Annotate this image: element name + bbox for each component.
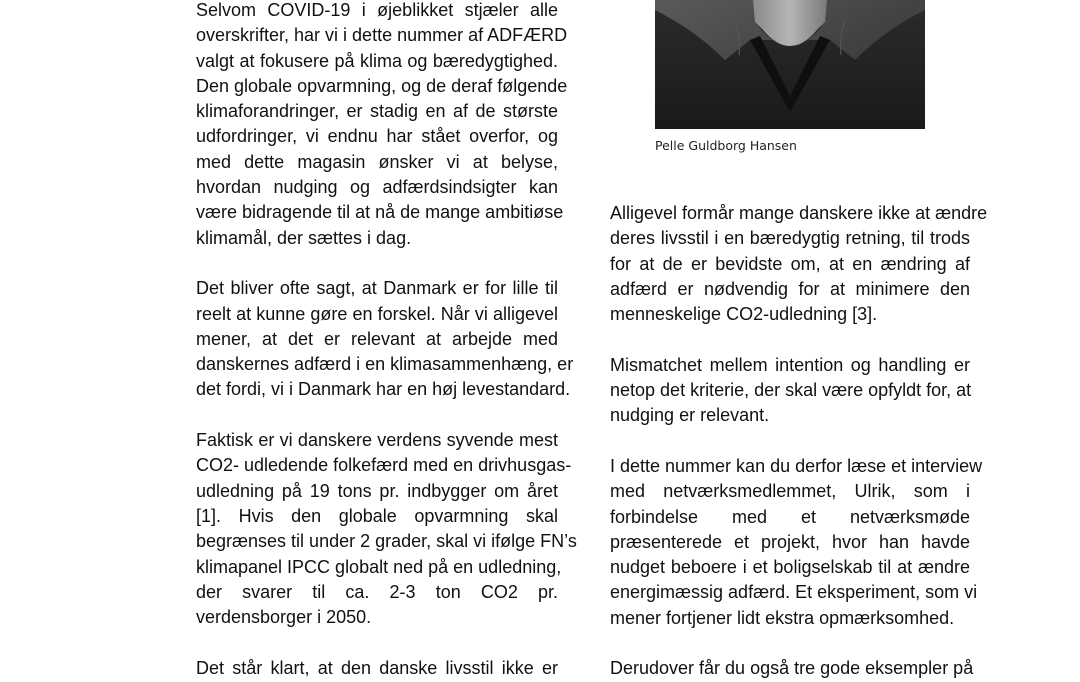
text-line: Det bliver ofte sagt, at Danmark er for lille til <box>196 278 558 299</box>
paragraph <box>610 201 988 327</box>
text-line: Selvom COVID-19 i øjeblikket stjæler alle <box>196 0 558 20</box>
text-line: der svarer til ca. 2-3 ton CO2 pr. <box>196 581 558 602</box>
paragraph <box>196 0 568 251</box>
text-line: udledning på 19 tons pr. indbygger om året <box>196 480 558 501</box>
portrait-photo <box>655 0 925 129</box>
text-line: menneskelige CO2-udledning [3]. <box>610 304 878 325</box>
paragraph-gap <box>610 631 970 656</box>
text-line: præsenterede et projekt, hvor han havde <box>610 531 970 552</box>
text-line: udfordringer, vi endnu har stået overfor, og <box>196 126 558 147</box>
text-line: mener, at det er relevant at arbejde med <box>196 328 558 349</box>
paragraph-gap <box>610 429 970 454</box>
paragraph <box>196 276 574 402</box>
text-line: adfærd er nødvendig for at minimere den <box>610 278 970 299</box>
text-line: Den globale opvarmning, og de deraf følgende <box>196 75 568 96</box>
text-line: valgt at fokusere på klima og bæredygtighed. <box>196 50 558 71</box>
text-line: CO2- udledende folkefærd med en drivhusgas- <box>196 455 572 476</box>
text-line: hvordan nudging og adfærdsindsigter kan <box>196 177 558 198</box>
paragraph <box>196 428 577 630</box>
text-line: klimaforandringer, er stadig en af de største <box>196 101 558 122</box>
text-line: I dette nummer kan du derfor læse et interview <box>610 455 983 476</box>
text-line: være bidragende til at nå de mange ambitiøse <box>196 202 564 223</box>
text-line: for at de er bevidste om, at en ændring af <box>610 253 970 274</box>
paragraph <box>610 454 983 631</box>
text-line: nudging er relevant. <box>610 405 770 426</box>
portrait-image <box>655 0 925 129</box>
right-column <box>610 201 988 682</box>
text-line: begrænses til under 2 grader, skal vi ifølge FN’s <box>196 531 577 552</box>
text-line: overskrifter, har vi i dette nummer af ADFÆRD <box>196 25 568 46</box>
text-line: nudget beboere i et boligselskab til at ændre <box>610 557 970 578</box>
text-line: Det står klart, at den danske livsstil ikke er <box>196 657 558 678</box>
text-line: mener fortjener lidt ekstra opmærksomhed. <box>610 607 955 628</box>
paragraph-gap <box>610 327 970 352</box>
text-line: klimamål, der sættes i dag. <box>196 227 412 248</box>
text-line: netop det kriterie, der skal være opfyldt for, at <box>610 380 972 401</box>
text-line: klimapanel IPCC globalt ned på en udledning, <box>196 556 562 577</box>
text-line: Derudover får du også tre gode eksempler på <box>610 658 974 679</box>
text-line: det fordi, vi i Danmark har en høj levestandard. <box>196 379 571 400</box>
text-line: deres livsstil i en bæredygtig retning, til trods <box>610 228 970 249</box>
text-line: reelt at kunne gøre en forskel. Når vi alligevel <box>196 303 558 324</box>
paragraph-gap <box>196 403 558 428</box>
paragraph-gap <box>196 251 558 276</box>
text-line: med netværksmedlemmet, Ulrik, som i <box>610 481 970 502</box>
paragraph <box>610 353 970 429</box>
paragraph <box>196 656 558 681</box>
paragraph <box>610 656 974 681</box>
text-line: [1]. Hvis den globale opvarmning skal <box>196 505 558 526</box>
text-line: Faktisk er vi danskere verdens syvende mest <box>196 430 558 451</box>
text-line: Mismatchet mellem intention og handling er <box>610 354 970 375</box>
text-line: Alligevel formår mange danskere ikke at ændre <box>610 203 988 223</box>
photo-caption: Pelle Guldborg Hansen <box>655 138 797 153</box>
text-line: forbindelse med et netværksmøde <box>610 506 970 527</box>
paragraph-gap <box>196 630 558 655</box>
text-line: energimæssig adfærd. Et eksperiment, som vi <box>610 582 978 603</box>
text-line: med dette magasin ønsker vi at belyse, <box>196 151 558 172</box>
left-column <box>196 0 577 681</box>
text-line: danskernes adfærd i en klimasammenhæng, er <box>196 354 574 375</box>
text-line: verdensborger i 2050. <box>196 607 372 628</box>
